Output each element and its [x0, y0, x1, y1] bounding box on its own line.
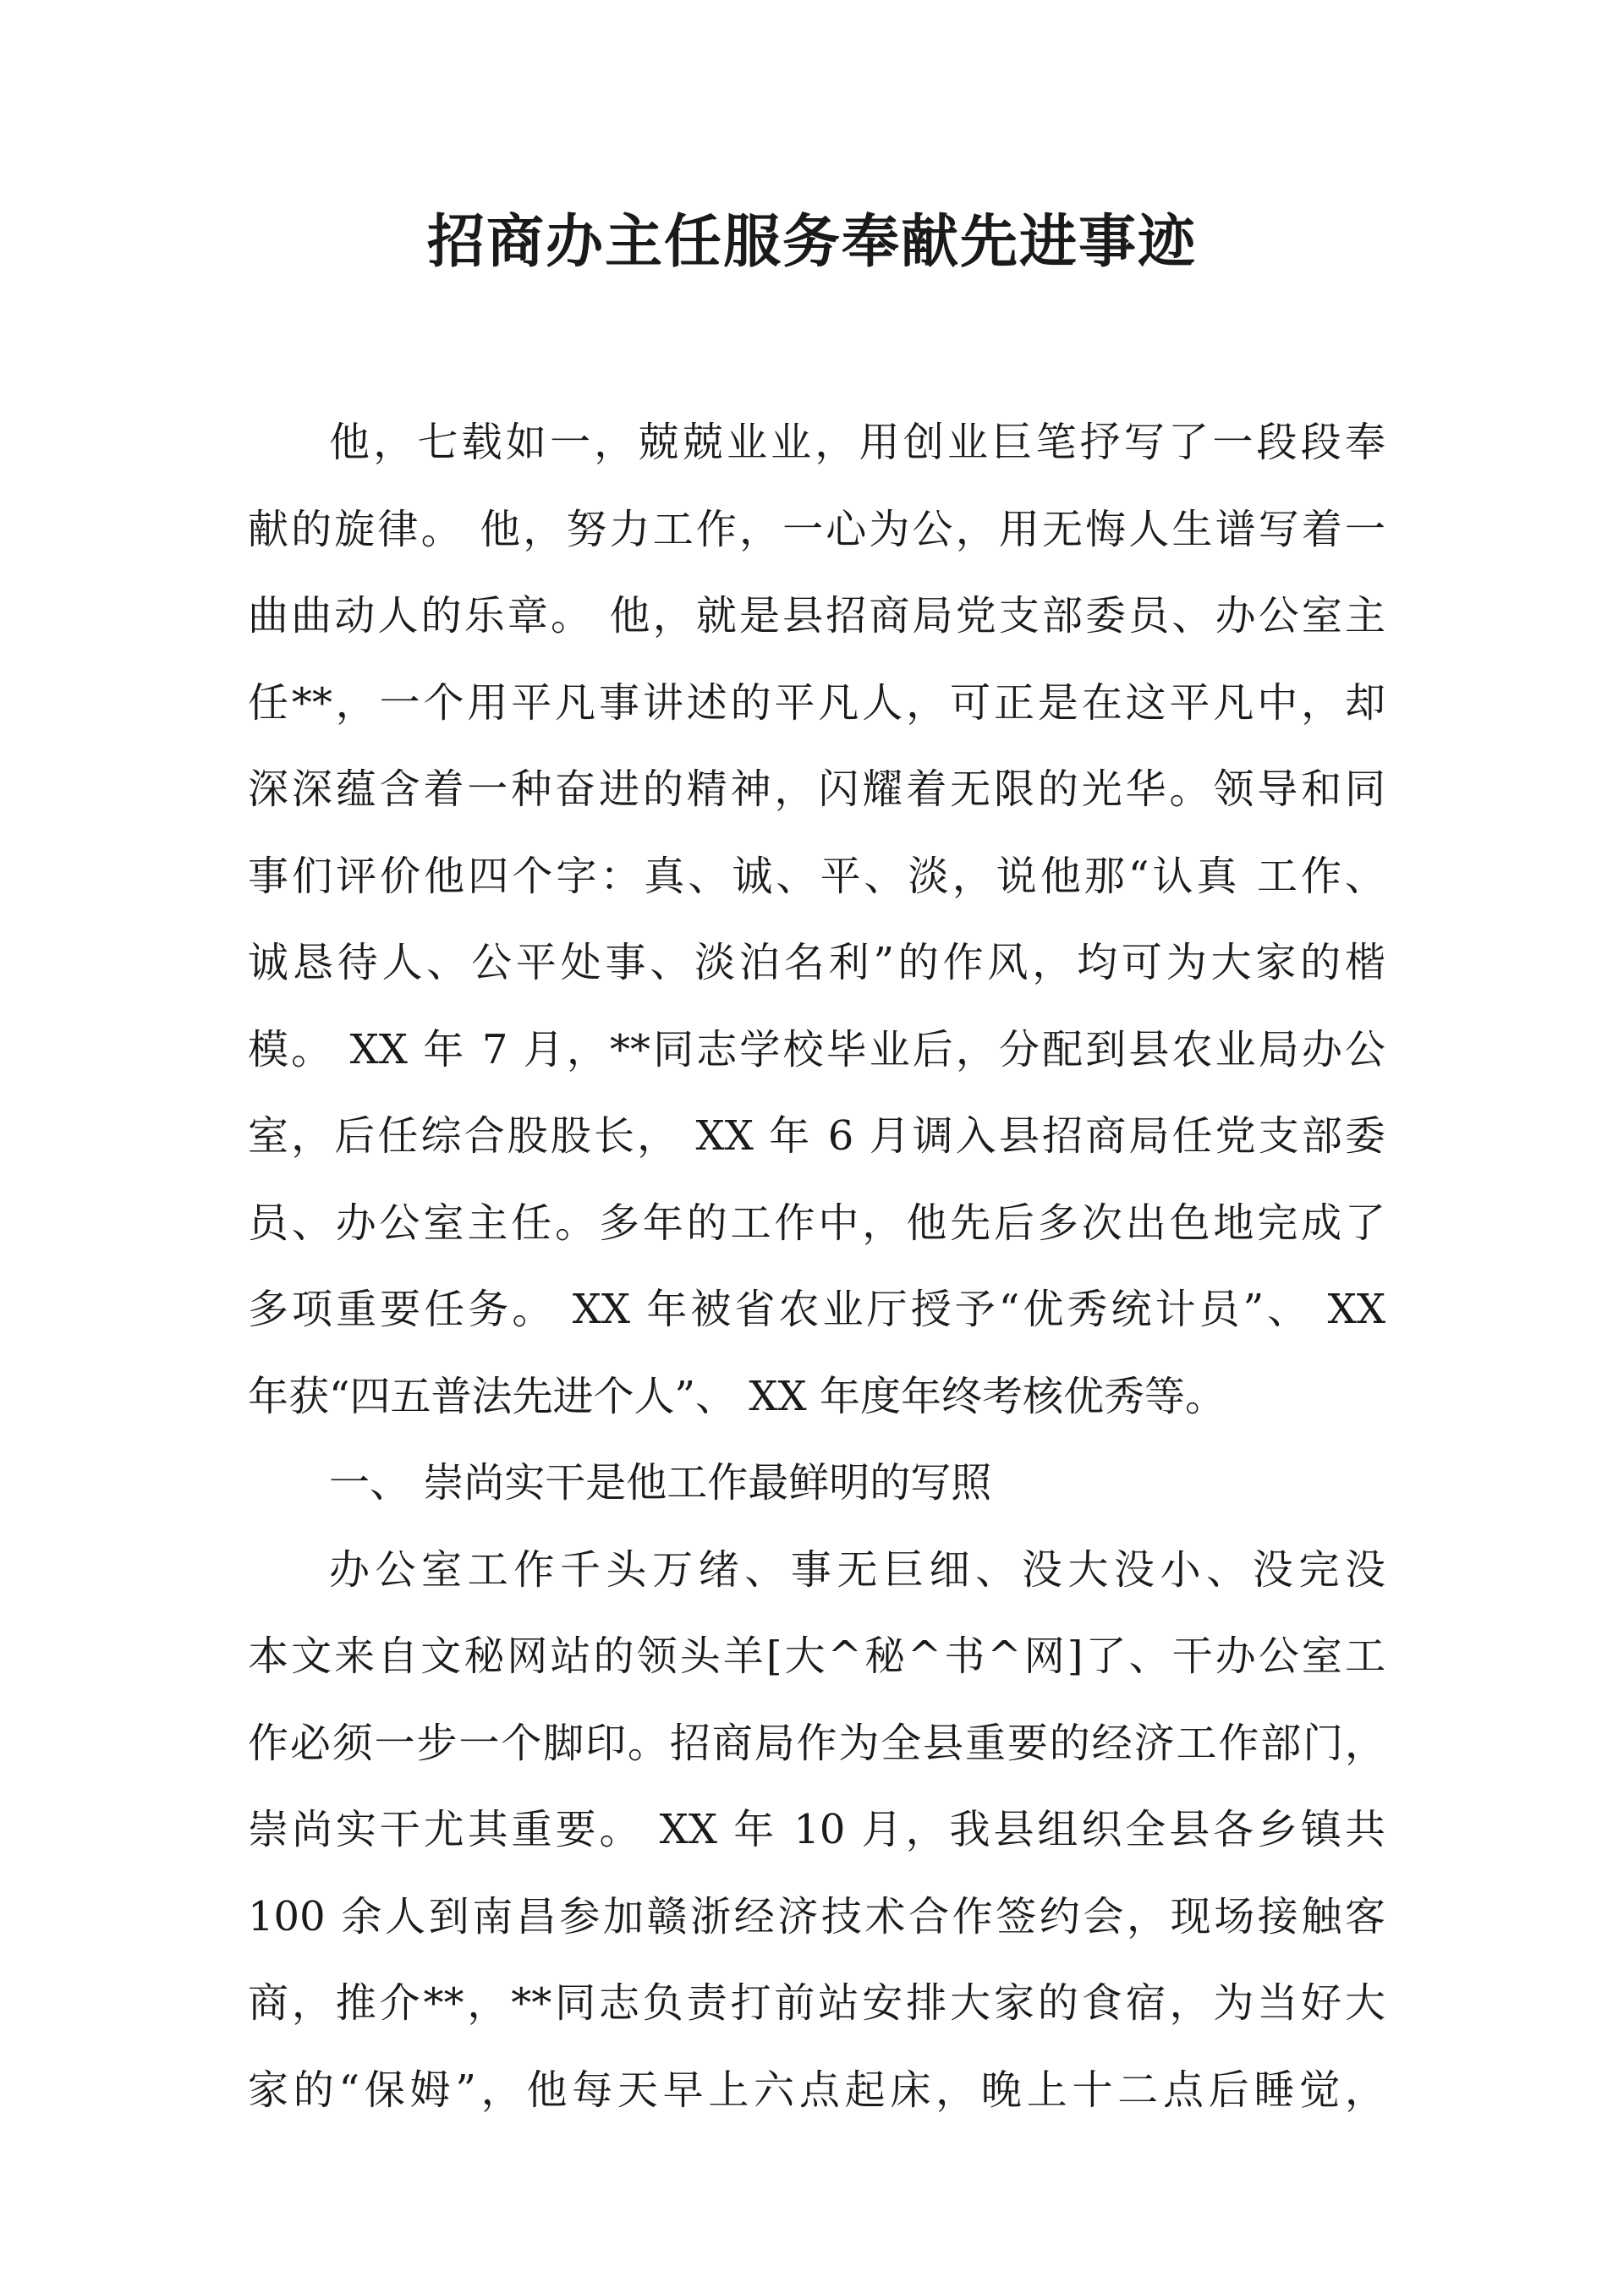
document-title: 招商办主任服务奉献先进事迹	[426, 208, 1197, 276]
paragraph-line: 商，推介**，**同志负责打前站安排大家的食宿，为当好大	[248, 1979, 1385, 2027]
section-heading: 一、 崇尚实干是他工作最鲜明的写照	[329, 1459, 992, 1506]
paragraph-line: 任**，一个用平凡事讲述的平凡人，可正是在这平凡中，却	[248, 678, 1385, 727]
paragraph-line: 他，七载如一，兢兢业业，用创业巨笔抒写了一段段奉	[329, 419, 1385, 466]
paragraph-line: 曲曲动人的乐章。 他，就是县招商局党支部委员、办公室主	[248, 592, 1385, 639]
paragraph-line: 员、办公室主任。多年的工作中，他先后多次出色地完成了	[248, 1199, 1385, 1247]
paragraph-line: 室，后任综合股股长， XX 年 6 月调入县招商局任党支部委	[248, 1112, 1385, 1160]
paragraph-line: 诚恳待人、公平处事、淡泊名利”的作风，均可为大家的楷	[248, 939, 1385, 986]
document-body	[248, 399, 1385, 2133]
paragraph-line: 办公室工作千头万绪、事无巨细、没大没小、没完没	[329, 1545, 1385, 1594]
paragraph-line: 献的旋律。 他，努力工作，一心为公，用无悔人生谱写着一	[248, 505, 1385, 553]
paragraph-line: 作必须一步一个脚印。招商局作为全县重要的经济工作部门，	[248, 1719, 1385, 1767]
paragraph-line: 本文来自文秘网站的领头羊[大^秘^书^网]了、干办公室工	[248, 1633, 1385, 1680]
paragraph-line: 模。 XX 年 7 月，**同志学校毕业后，分配到县农业局办公	[248, 1025, 1385, 1073]
paragraph-line: 多项重要任务。 XX 年被省农业厅授予“优秀统计员”、 XX	[248, 1286, 1385, 1333]
paragraph-line: 深深蕴含着一种奋进的精神，闪耀着无限的光华。领导和同	[248, 766, 1385, 813]
paragraph-line: 家的“保姆”，他每天早上六点起床，晚上十二点后睡觉，	[248, 2066, 1385, 2114]
paragraph-line: 事们评价他四个字：真、诚、平、淡，说他那“认真 工作、	[248, 852, 1385, 900]
paragraph-line: 100 余人到南昌参加赣浙经济技术合作签约会，现场接触客	[248, 1892, 1385, 1940]
paragraph-line: 崇尚实干尤其重要。 XX 年 10 月，我县组织全县各乡镇共	[248, 1806, 1385, 1853]
paragraph-line: 年获“四五普法先进个人”、 XX 年度年终考核优秀等。	[248, 1372, 1226, 1420]
